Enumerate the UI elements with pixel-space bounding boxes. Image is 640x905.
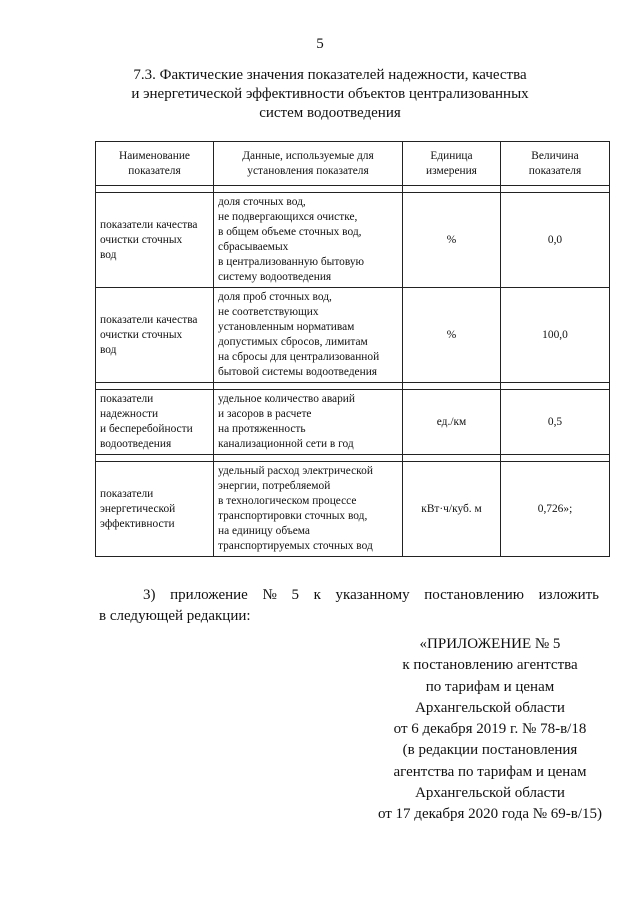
paragraph-word: № xyxy=(262,587,277,603)
indicator-name-cell xyxy=(96,390,214,455)
section-title-line: и энергетической эффективности объектов централизованных xyxy=(131,86,529,102)
cell-line: вод xyxy=(100,343,117,356)
cell-line: не подвергающихся очистке, xyxy=(218,211,358,223)
header-unit xyxy=(403,142,501,186)
cell-line: бытовой системы водоотведения xyxy=(218,366,378,378)
cell-line: очистки сточных xyxy=(100,233,183,246)
paragraph-line: в следующей редакции: xyxy=(99,608,251,624)
appendix-line: Архангельской области xyxy=(415,785,565,802)
table-row xyxy=(96,462,610,557)
appendix-line: (в редакции постановления xyxy=(402,742,578,759)
appendix-line: от 17 декабря 2020 года № 69-в/15) xyxy=(377,806,603,823)
paragraph-word: изложить xyxy=(538,587,599,603)
header-source-data xyxy=(214,142,403,186)
header-line: Наименование xyxy=(119,149,190,162)
page-number: 5 xyxy=(316,36,324,52)
cell-line: канализационной сети в год xyxy=(218,438,354,450)
header-line: измерения xyxy=(426,164,477,177)
header-line: показателя xyxy=(128,164,181,177)
appendix-line: «ПРИЛОЖЕНИЕ № 5 xyxy=(419,636,561,652)
source-data-cell xyxy=(214,193,403,288)
amendment-paragraph xyxy=(99,585,599,627)
table-spacer-row xyxy=(96,455,610,462)
cell-line: на единицу объема xyxy=(218,525,310,537)
cell-line: удельное количество аварий xyxy=(218,393,355,405)
cell-line: удельный расход электрической xyxy=(218,465,373,477)
paragraph-line xyxy=(99,585,599,606)
appendix-header xyxy=(360,634,620,826)
cell-line: показатели качества xyxy=(100,218,198,231)
cell-line: допустимых сбросов, лимитам xyxy=(218,336,368,348)
cell-line: транспортируемых сточных вод xyxy=(218,540,373,552)
paragraph-word: постановлению xyxy=(424,587,524,603)
source-data-cell xyxy=(214,390,403,455)
table-spacer-row xyxy=(96,383,610,390)
paragraph-word: 5 xyxy=(291,587,299,603)
cell-line: не соответствующих xyxy=(218,306,319,318)
table-row xyxy=(96,288,610,383)
table-row xyxy=(96,390,610,455)
paragraph-word: приложение xyxy=(170,587,248,603)
cell-line: доля проб сточных вод, xyxy=(218,291,332,303)
cell-line: транспортировки сточных вод, xyxy=(218,510,368,522)
header-line: Данные, используемые для xyxy=(242,149,374,162)
paragraph-word: указанному xyxy=(335,587,410,603)
cell-line: на протяженность xyxy=(218,423,306,435)
indicator-name-cell xyxy=(96,288,214,383)
header-line: Величина xyxy=(531,149,579,162)
header-line: Единица xyxy=(430,149,473,162)
cell-line: и бесперебойности xyxy=(100,423,193,435)
cell-line: и засоров в расчете xyxy=(218,408,312,420)
unit-cell: ед./км xyxy=(403,390,501,455)
cell-line: водоотведения xyxy=(100,438,172,450)
cell-line: эффективности xyxy=(100,517,175,530)
cell-line: показатели xyxy=(100,393,154,405)
table-row xyxy=(96,193,610,288)
cell-line: доля сточных вод, xyxy=(218,196,306,208)
value-cell: 0,0 xyxy=(501,193,610,288)
header-line: установления показателя xyxy=(247,164,369,177)
source-data-cell xyxy=(214,462,403,557)
unit-cell: кВт·ч/куб. м xyxy=(403,462,501,557)
appendix-line: Архангельской области xyxy=(415,699,565,716)
cell-line: на сбросы для централизованной xyxy=(218,351,380,363)
cell-line: в технологическом процессе xyxy=(218,495,357,507)
header-indicator-name xyxy=(96,142,214,186)
cell-line: в централизованную бытовую xyxy=(218,256,365,268)
table-header-row xyxy=(96,142,610,186)
paragraph-word: к xyxy=(313,587,321,603)
appendix-line: по тарифам и ценам xyxy=(425,678,555,695)
section-title-line: систем водоотведения xyxy=(259,105,401,121)
source-data-cell xyxy=(214,288,403,383)
cell-line: энергии, потребляемой xyxy=(218,480,331,492)
cell-line: показатели качества xyxy=(100,313,198,326)
header-line: показателя xyxy=(528,164,582,177)
indicators-table xyxy=(95,141,610,557)
cell-line: показатели xyxy=(100,487,154,500)
cell-line: установленным нормативам xyxy=(218,321,355,333)
value-cell: 100,0 xyxy=(501,288,610,383)
cell-line: надежности xyxy=(100,408,159,420)
cell-line: сбрасываемых xyxy=(218,241,289,253)
unit-cell: % xyxy=(403,193,501,288)
cell-line: очистки сточных xyxy=(100,328,183,341)
indicator-name-cell xyxy=(96,462,214,557)
table-spacer-row xyxy=(96,186,610,193)
cell-line: в общем объеме сточных вод, xyxy=(218,226,362,238)
value-cell: 0,5 xyxy=(501,390,610,455)
unit-cell: % xyxy=(403,288,501,383)
paragraph-word: 3) xyxy=(143,587,156,603)
appendix-line: агентства по тарифам и ценам xyxy=(393,763,587,780)
appendix-line: к постановлению агентства xyxy=(402,657,578,674)
cell-line: систему водоотведения xyxy=(218,271,332,283)
appendix-line: от 6 декабря 2019 г. № 78-в/18 xyxy=(393,721,587,738)
indicator-name-cell xyxy=(96,193,214,288)
cell-line: вод xyxy=(100,248,117,261)
cell-line: энергетической xyxy=(100,502,176,515)
value-cell: 0,726»; xyxy=(501,462,610,557)
section-title-line: 7.3. Фактические значения показателей надежности, качества xyxy=(133,67,527,83)
section-title xyxy=(110,66,550,123)
header-value xyxy=(501,142,610,186)
